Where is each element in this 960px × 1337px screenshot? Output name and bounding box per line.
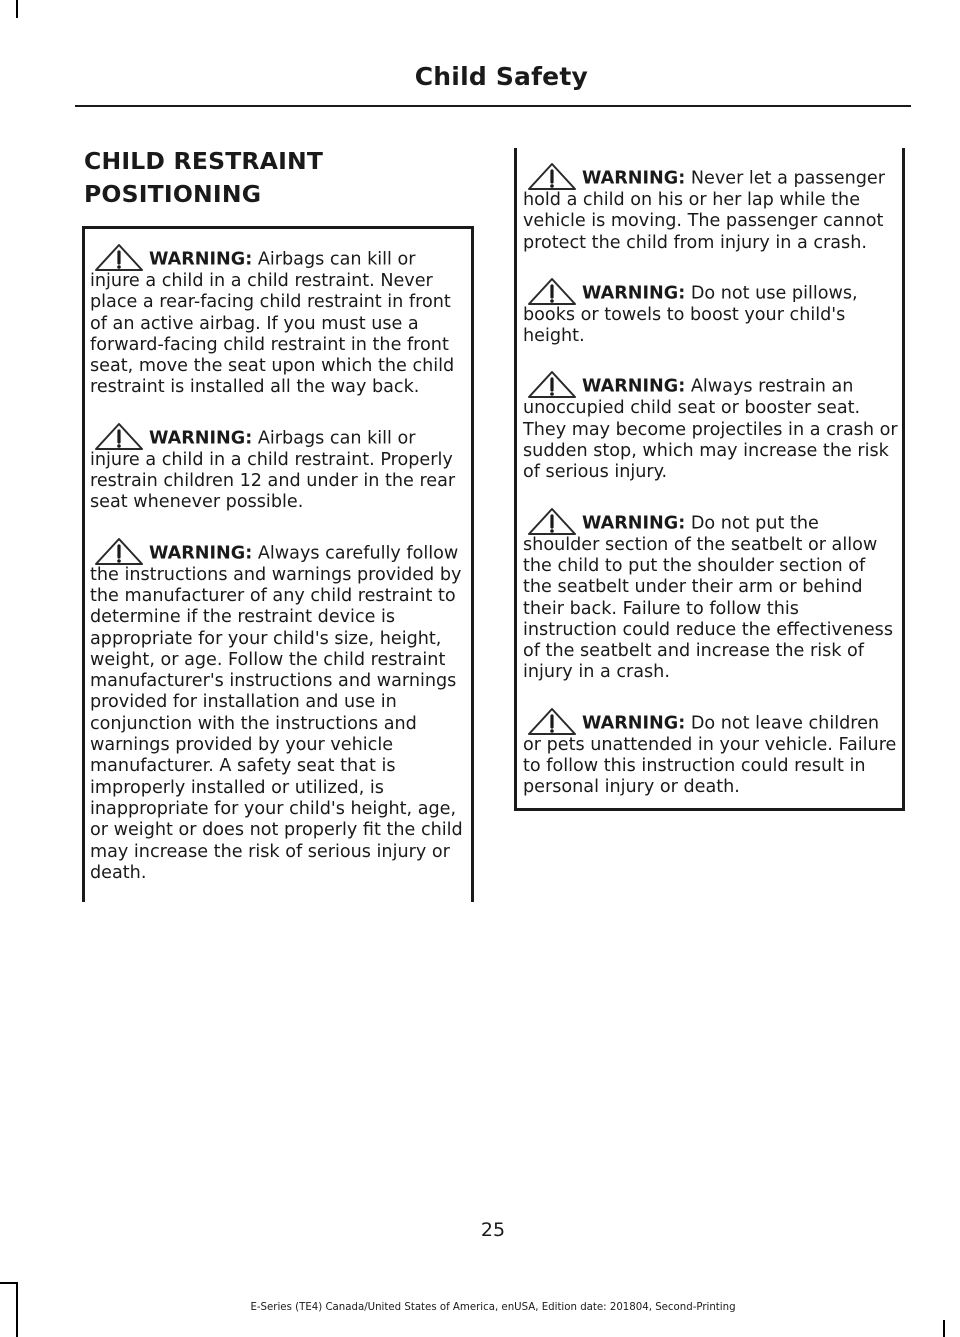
warning-item [90, 241, 466, 399]
warning-triangle-icon [526, 277, 578, 307]
warning-text: Always carefully follow the instructions and warnings provided by the manufacturer of any child restraint to determine if the restraint device is appropriate for your child's size, height, weight, or age. Follow the child restraint manufacturer's instructions and warnings provided for installation and use in conjunction with the instructions and warnings provided by your vehicle manufacturer. A safety seat that is improperly installed or utilized, is inappropriate for your child's height, age, or weight or does not properly fit the child may increase the risk of serious injury or death. [90, 543, 463, 883]
page-header-title: Child Safety [414, 62, 588, 91]
crop-mark-bottom-left-h [0, 1282, 18, 1284]
warning-label: WARNING: [582, 283, 686, 304]
warning-triangle-icon [93, 243, 145, 273]
warning-label: WARNING: [582, 713, 686, 734]
warning-label: WARNING: [582, 377, 686, 398]
warning-triangle-icon [526, 370, 578, 400]
warning-item [90, 420, 466, 514]
warning-text: Do not use pillows, books or towels to boost your child's height. [523, 283, 858, 347]
warning-text: Never let a passenger hold a child on his or her lap while the vehicle is moving. The passenger cannot protect the child from injury in a crash. [523, 168, 885, 253]
warning-box-left [82, 226, 474, 902]
warning-item [523, 275, 898, 348]
warning-triangle-icon [526, 707, 578, 737]
warning-list-right [523, 160, 898, 820]
section-title-line-2: POSITIONING [84, 180, 262, 208]
warning-item [523, 705, 898, 799]
warning-label: WARNING: [149, 543, 253, 564]
warning-text: Airbags can kill or injure a child in a child restraint. Never place a rear-facing child restraint in front of an active airbag. If you must use a forward-facing child restraint in the front seat, move the seat upon which the child restraint is installed all the way back. [90, 249, 455, 398]
page-number: 25 [480, 1219, 506, 1241]
warning-triangle-icon [526, 507, 578, 537]
warning-text: Always restrain an unoccupied child seat or booster seat. They may become projectiles in a crash or sudden stop, which may increase the risk of serious injury. [523, 377, 898, 483]
warning-item [523, 160, 898, 254]
warning-triangle-icon [526, 162, 578, 192]
warning-label: WARNING: [582, 513, 686, 534]
warning-text: Do not leave children or pets unattended in your vehicle. Failure to follow this instruction could result in personal injury or death. [523, 713, 897, 798]
warning-item [523, 505, 898, 684]
warning-text: Do not put the shoulder section of the seatbelt or allow the child to put the shoulder section of the seatbelt under their arm or behind their back. Failure to follow this instruction could reduce the effectiveness of the seatbelt and increase the risk of injury in a crash. [523, 513, 894, 683]
footer-edition: E-Series (TE4) Canada/United States of America, enUSA, Edition date: 201804, Second-Printing [250, 1302, 736, 1313]
warning-label: WARNING: [582, 168, 686, 189]
crop-mark-bottom-right [943, 1320, 945, 1337]
warning-triangle-icon [93, 422, 145, 452]
warning-box-right [514, 148, 905, 811]
warning-item [90, 535, 466, 884]
warning-list-left [90, 241, 466, 905]
warning-triangle-icon [93, 537, 145, 567]
crop-mark-top-left [16, 0, 18, 18]
warning-label: WARNING: [149, 249, 253, 270]
header-divider [75, 105, 911, 107]
warning-item [523, 368, 898, 483]
warning-text: Airbags can kill or injure a child in a child restraint. Properly restrain children 12 and under in the rear seat whenever possible. [90, 428, 456, 513]
warning-label: WARNING: [149, 428, 253, 449]
section-title [84, 146, 464, 210]
section-title-line-1: CHILD RESTRAINT [84, 147, 324, 175]
